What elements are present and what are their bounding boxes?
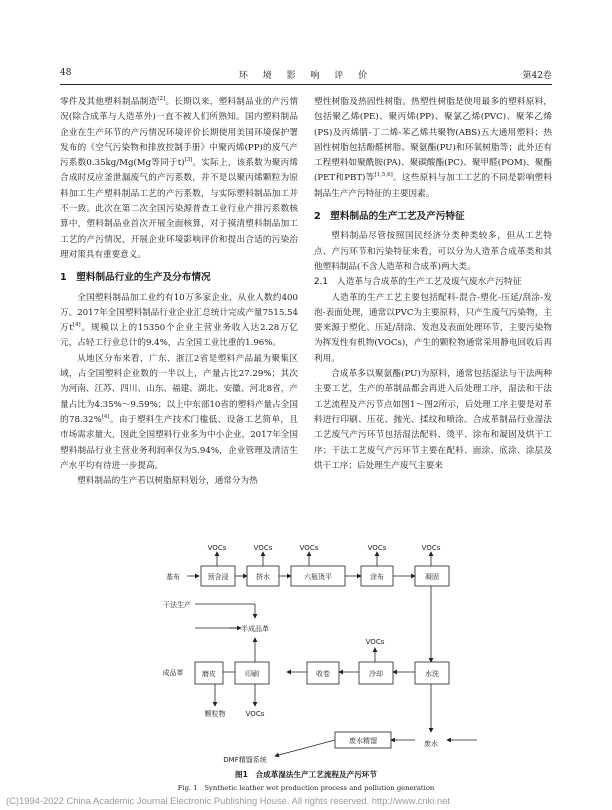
node-coagulate: 凝固 — [425, 573, 439, 581]
node-semi: 半成品革 — [241, 625, 269, 633]
paragraph: 塑料制品尽管按照国民经济分类种类较多，但从工艺特点、产污环节和污染特征来看，可以分为人造革合成革类和其他塑料制品(不含人造革和合成革)两大类。 — [314, 231, 552, 272]
vocs-label: VOCs — [207, 544, 227, 552]
node-wash: 水洗 — [425, 670, 439, 678]
node-product: 成品革 — [162, 669, 184, 677]
right-column — [314, 95, 552, 474]
node-dmf: DMF精馏系统 — [223, 756, 267, 764]
node-emboss: 磨皮 — [202, 670, 216, 678]
node-coat: 涂布 — [370, 573, 384, 581]
node-cool: 冷却 — [369, 670, 383, 678]
figure-caption-en: Fig. 1 Synthetic leather wet production process and pollution generation — [177, 784, 435, 792]
node-waste-water: 废水 — [424, 740, 438, 748]
vocs-label: VOCs — [245, 710, 265, 718]
node-premix: 预含浸 — [207, 573, 229, 581]
section-heading-2: 2 塑料制品的生产工艺及产污特征 — [314, 211, 465, 223]
node-base: 基布 — [166, 573, 180, 581]
process-flow-figure — [155, 544, 500, 766]
node-flatten: 六瓶烫平 — [304, 573, 332, 581]
vocs-label: VOCs — [421, 544, 441, 552]
paragraph: 全国塑料制品加工业约有10万多家企业，从业人数约400万。2017年全国塑料制品行业企业汇总统计完成产量7515.54万t[4]。规模以上的15350个企业主营业务收入达2.28万亿元，占轻工行业总计的9.4%，占全国工业比重的1.96%。 — [60, 292, 298, 349]
vocs-label: VOCs — [253, 544, 273, 552]
vocs-label: VOCs — [367, 544, 387, 552]
node-particles: 颗粒物 — [204, 710, 226, 718]
node-wind: 收卷 — [316, 670, 330, 678]
node-dry-line: 干法生产 — [163, 601, 191, 609]
subsection-heading-2-1: 2.1 人造革与合成革的生产工艺及废气废水产污特征 — [314, 277, 522, 288]
journal-title: 环 境 影 响 评 价 — [238, 71, 374, 81]
vocs-label: VOCs — [365, 638, 385, 646]
page-number: 48 — [60, 68, 72, 78]
section-heading-1: 1 塑料制品行业的生产及分布情况 — [60, 272, 211, 284]
paragraph: 塑料制品的生产若以树脂原料划分，通常分为热 — [77, 476, 258, 487]
paragraph: 零件及其他塑料制品制造[2]。长期以来，塑料制品业的产污情况(除合成革与人造革外)一直不被人们所熟知。国内塑料制品企业在生产环节的产污情况环境评价长期使用美国环境保护署发布的《空气污染物和排放控制手册》中聚丙烯(PP)的废气产污系数0.35kg/Mg(Mg等同于t)[3]。实际上，该系数为聚丙烯合成时反应釜泄漏废气的产污系数，并不是以聚丙烯颗粒为原料加工生产塑料制品工艺的产污系数，与实际塑料制品加工并不一致。此次在第二次全国污染源普查工业行业产排污系数核算中，塑料制品业首次开展全面核算，对于摸清塑料制品加工工艺的产污情况，开展企业环境影响评价和提出合适的污染治理对策具有重要意义。 — [60, 96, 298, 260]
node-extrude: 挤水 — [256, 573, 270, 581]
paragraph: 合成革多以聚氨酯(PU)为原料，通常包括湿法与干法两种主要工艺，生产的革制品都会再进入后处理工序，湿法和干法工艺流程及产污节点如图1～图2所示，后处理工序主要是对革料进行印刷、压花、抛光、揉纹和喷涂。合成革制品行业湿法工艺废气产污环节包括湿法配料、烫平、涂布和凝固及烘干工序；干法工艺废气产污环节主要在配料、面涂、底涂、涂层及烘干工序；后处理生产废气主要来 — [314, 369, 552, 471]
header-rule — [60, 84, 552, 85]
volume-label: 第42卷 — [522, 71, 552, 81]
flow-diagram — [155, 544, 500, 766]
left-column — [60, 95, 298, 489]
node-wastewater-treat: 废水精馏 — [349, 737, 377, 745]
paragraph: 塑性树脂及热固性树脂。热塑性树脂是使用最多的塑料原料，包括聚乙烯(PE)、聚丙烯(PP)、聚氯乙烯(PVC)、聚苯乙烯(PS)及丙烯腈-丁二烯-苯乙烯共聚物(ABS)五大通用塑料；热固性树脂包括酚醛树脂、聚氨酯(PU)和环氧树脂等；此外还有工程塑料如聚酰胺(PA)、聚碳酸酯(PC)、聚甲醛(POM)、聚酯(PET和PBT)等[1,5,6]。这些原料与加工工艺的不同是影响塑料制品生产产污特征的主要因素。 — [314, 97, 552, 199]
copyright-footer: (C)1994-2022 China Academic Journal Electronic Publishing House. All rights reserved. http://www.cnki.net — [6, 795, 450, 806]
running-header — [60, 68, 552, 82]
figure-caption-cn: 图1 合成革湿法生产工艺流程及产污环节 — [235, 770, 377, 779]
vocs-label: VOCs — [299, 544, 319, 552]
paragraph: 从地区分布来看，广东、浙江2省是塑料产品最为聚集区域，占全国塑料企业数的一半以上，产量占比27.29%；其次为河南、江苏、四川、山东、福建、湖北、安徽、河北8省，产量占比为4.35%～9.59%；以上中东部10省的塑料产量占全国的78.32%[4]。由于塑料生产技术门槛低、设备工艺简单，且市场需求量大，因此全国塑料行业多为中小企业，2017年全国塑料制品行业主营业务利润率仅为5.94%，企业管理及清洁生产水平均有待进一步提高。 — [60, 353, 298, 471]
paragraph: 人造革的生产工艺主要包括配料-混合-塑化-压延/刮涂-发泡-表面处理，通常以PVC为主要原料，只产生废气污染物，主要来源于塑化、压延/刮涂、发泡及表面处理环节，主要污染物为挥发性有机物(VOCs)，产生的颗粒物通常采用静电回收后再利用。 — [314, 292, 552, 364]
node-print: 印刷 — [245, 670, 259, 678]
